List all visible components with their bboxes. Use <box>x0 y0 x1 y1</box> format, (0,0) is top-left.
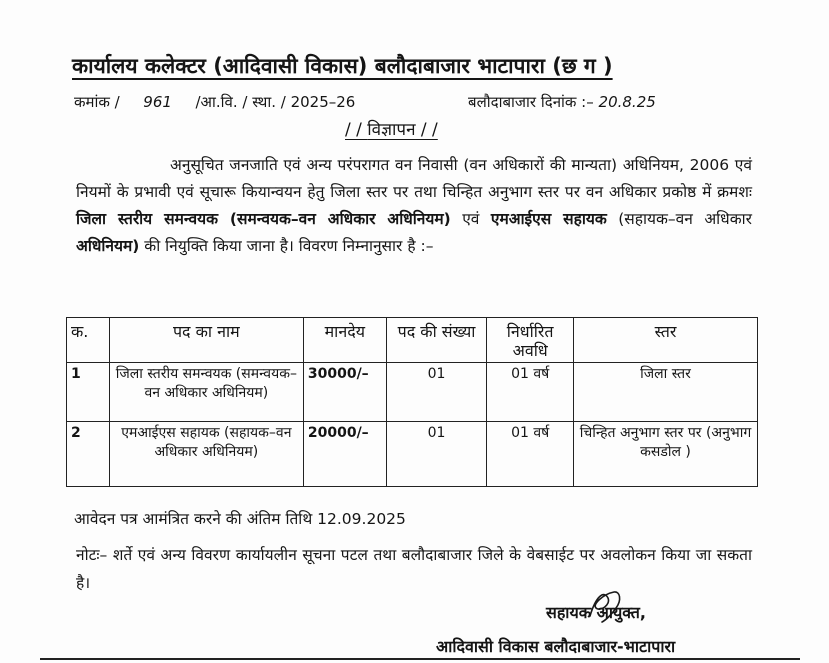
last-date-line: आवेदन पत्र आमंत्रित करने की अंतिम तिथि 12.09.2025 <box>74 510 406 528</box>
office-title: कार्यालय कलेक्टर (आदिवासी विकास) बलौदाबाजार भाटापारा (छ ग ) <box>72 54 613 78</box>
table-row <box>67 422 758 487</box>
note-paragraph <box>76 541 752 597</box>
cell-duration: 01 वर्ष <box>487 363 574 422</box>
notice-heading: / / विज्ञापन / / <box>345 120 438 140</box>
cell-honorarium: 30000/– <box>303 363 386 422</box>
col-serial: क. <box>67 318 110 363</box>
reference-line <box>74 92 355 112</box>
table-row <box>67 363 758 422</box>
col-duration: निर्धारित अवधि <box>487 318 574 363</box>
col-post-count: पद की संख्या <box>386 318 487 363</box>
cell-post-name: जिला स्तरीय समन्वयक (समन्वयक–वन अधिकार अधिनियम) <box>109 363 303 422</box>
cell-duration: 01 वर्ष <box>487 422 574 487</box>
cell-post-count: 01 <box>386 422 487 487</box>
post-name-2: एमआईएस सहायक <box>490 210 607 228</box>
paragraph-text-3: (सहायक–वन अधिकार <box>618 210 752 228</box>
col-level: स्तर <box>574 318 758 363</box>
paragraph-text-4: की नियुक्ति किया जाना है। विवरण निम्नानुसार है :– <box>144 237 434 255</box>
notice-label: विज्ञापन <box>367 120 416 140</box>
cell-serial: 2 <box>67 422 110 487</box>
ref-suffix: /आ.वि. / स्था. / 2025–26 <box>195 93 356 111</box>
post-name-1: जिला स्तरीय समन्वयक (समन्वयक–वन अधिकार अधिनियम) <box>76 210 451 228</box>
table-header-row <box>67 318 758 363</box>
ref-number: 961 <box>143 93 172 111</box>
signatory-office: आदिवासी विकास बलौदाबाजार-भाटापारा <box>436 637 676 656</box>
date-line <box>468 92 656 112</box>
paragraph-text-1: अनुसूचित जनजाति एवं अन्य परंपरागत वन निवासी (वन अधिकारों की मान्यता) अधिनियम, 2006 एवं नियमों के प्रभावी एवं सूचारू कियान्वयन हेतु जिला स्तर पर तथा चिन्हित अनुभाग स्तर पर वन अधिकार प्रकोष्ठ में क्रमशः <box>76 156 752 201</box>
notice-paragraph <box>76 152 752 260</box>
date-label: बलौदाबाजार दिनांक :– <box>468 93 594 111</box>
col-post-name: पद का नाम <box>109 318 303 363</box>
ref-prefix: कमांक / <box>74 93 120 111</box>
paragraph-text-2: एवं <box>462 210 480 228</box>
cell-serial: 1 <box>67 363 110 422</box>
cell-post-name: एमआईएस सहायक (सहायक–वन अधिकार अधिनियम) <box>109 422 303 487</box>
col-honorarium: मानदेय <box>303 318 386 363</box>
note-text: नोटः– शर्ते एवं अन्य विवरण कार्यायलीन सूचना पटल तथा बलौदाबाजार जिले के वेबसाईट पर अवलोकन किया जा सकता है। <box>76 546 752 592</box>
cell-honorarium: 20000/– <box>303 422 386 487</box>
cell-post-count: 01 <box>386 363 487 422</box>
signatory-designation: सहायक आयुक्त, <box>546 603 647 622</box>
cell-level: चिन्हित अनुभाग स्तर पर (अनुभाग कसडोल ) <box>574 422 758 487</box>
date-value: 20.8.25 <box>598 93 656 111</box>
act-name: अधिनियम) <box>76 237 140 255</box>
cell-level: जिला स्तर <box>574 363 758 422</box>
posts-table <box>66 317 758 487</box>
bottom-divider <box>40 658 800 660</box>
